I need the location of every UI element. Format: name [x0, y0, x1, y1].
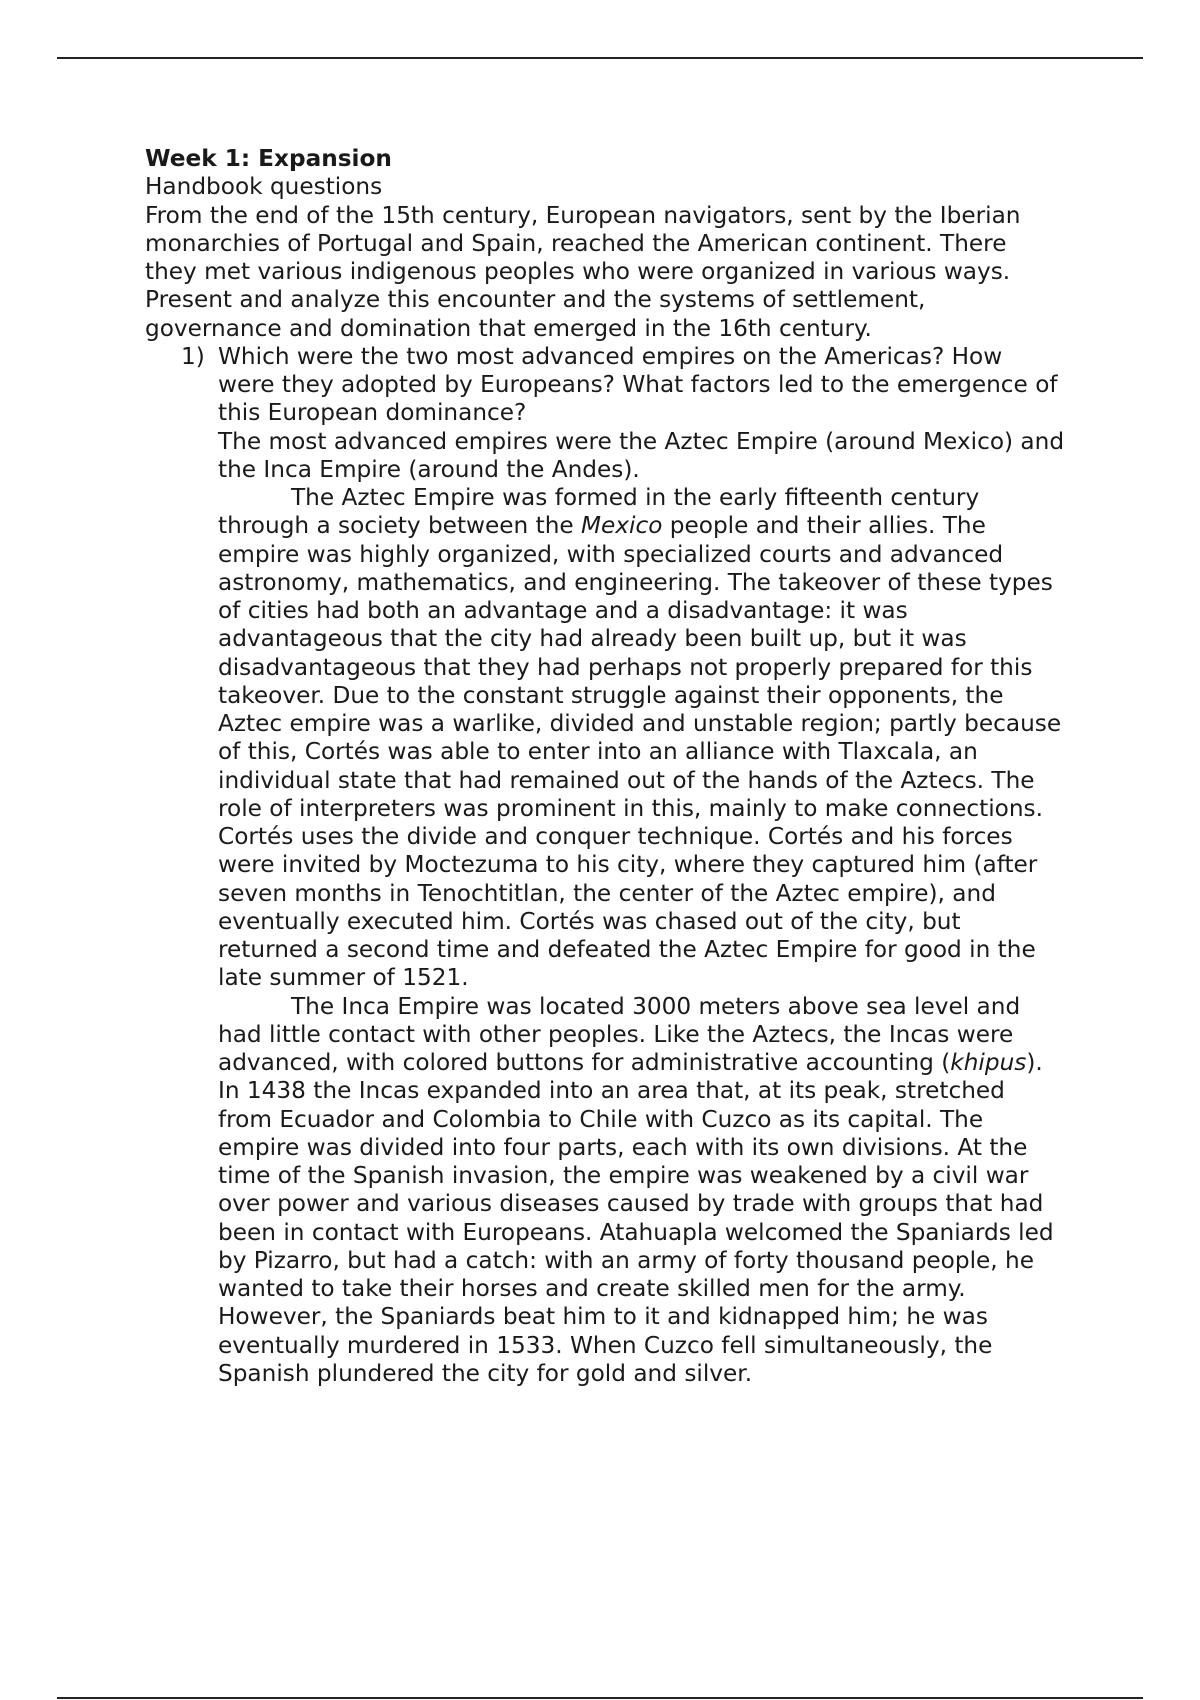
inca-text-after: ). In 1438 the Incas expanded into an area that, at its peak, stretched from Ecuador and Colombia to Chile with Cuzco as its capital. The empire was divided into four parts, each with its own divisions. At the time of the Spanish invasion, the empire was weakened by a civil war over power and various diseases caused by trade with groups that had been in contact with Europeans. Atahuapla welcomed the Spaniards led by Pizarro, but had a catch: with an army of forty thousand people, he wanted to take their horses and create skilled men for the army. However, the Spaniards beat him to it and kidnapped him; he was eventually murdered in 1533. When Cuzco fell simultaneously, the Spanish plundered the city for gold and silver. — [218, 1049, 1054, 1387]
intro-paragraph: From the end of the 15th century, European navigators, sent by the Iberian monarchies of Portugal and Spain, reached the American continent. There they met various indigenous peoples who were organized in various ways. Present and analyze this encounter and the systems of settlement, governance and domination that emerged in the 16th century. — [145, 201, 1021, 342]
document-title: Week 1: Expansion — [145, 145, 392, 172]
document-body — [145, 145, 1065, 1388]
answer-lead: The most advanced empires were the Aztec Empire (around Mexico) and the Inca Empire (around the Andes). — [218, 427, 1065, 483]
question-number: 1) — [181, 342, 205, 370]
inca-text-before: The Inca Empire was located 3000 meters above sea level and had little contact with other peoples. Like the Aztecs, the Incas were advanced, with colored buttons for administrative accounting ( — [218, 992, 1021, 1076]
inca-paragraph — [218, 993, 1065, 1389]
aztec-italic-term: Mexico — [581, 512, 663, 540]
header-rule — [57, 57, 1143, 59]
inca-italic-term: khipus — [950, 1049, 1027, 1076]
question-text: Which were the two most advanced empires on the Americas? How were they adopted by Europeans? What factors led to the emergence of this European dominance? — [218, 342, 1058, 427]
aztec-text-before: The Aztec Empire was formed in the early fifteenth century through a society between the — [218, 484, 980, 540]
footer-rule — [57, 1697, 1143, 1699]
aztec-text-after: people and their allies. The empire was highly organized, with specialized courts and advanced astronomy, mathematics, and engineering. The takeover of these types of cities had both an advantage and a disadvantage: it was advantageous that the city had already been built up, but it was disadvantageous that they had perhaps not properly prepared for this takeover. Due to the constant struggle against their opponents, the Aztec empire was a warlike, divided and unstable region; partly because of this, Cortés was able to enter into an alliance with Tlaxcala, an individual state that had remained out of the hands of the Aztecs. The role of interpreters was prominent in this, mainly to make connections. Cortés uses the divide and conquer technique. Cortés and his forces were invited by Moctezuma to his city, where they captured him (after seven months in Tenochtitlan, the center of the Aztec empire), and eventually executed him. Cortés was chased out of the city, but returned a second time and defeated the Aztec Empire for good in the late summer of 1521. — [218, 512, 1062, 992]
document-subtitle: Handbook questions — [145, 173, 383, 201]
aztec-paragraph — [218, 484, 1065, 993]
question-item — [145, 343, 1065, 1388]
